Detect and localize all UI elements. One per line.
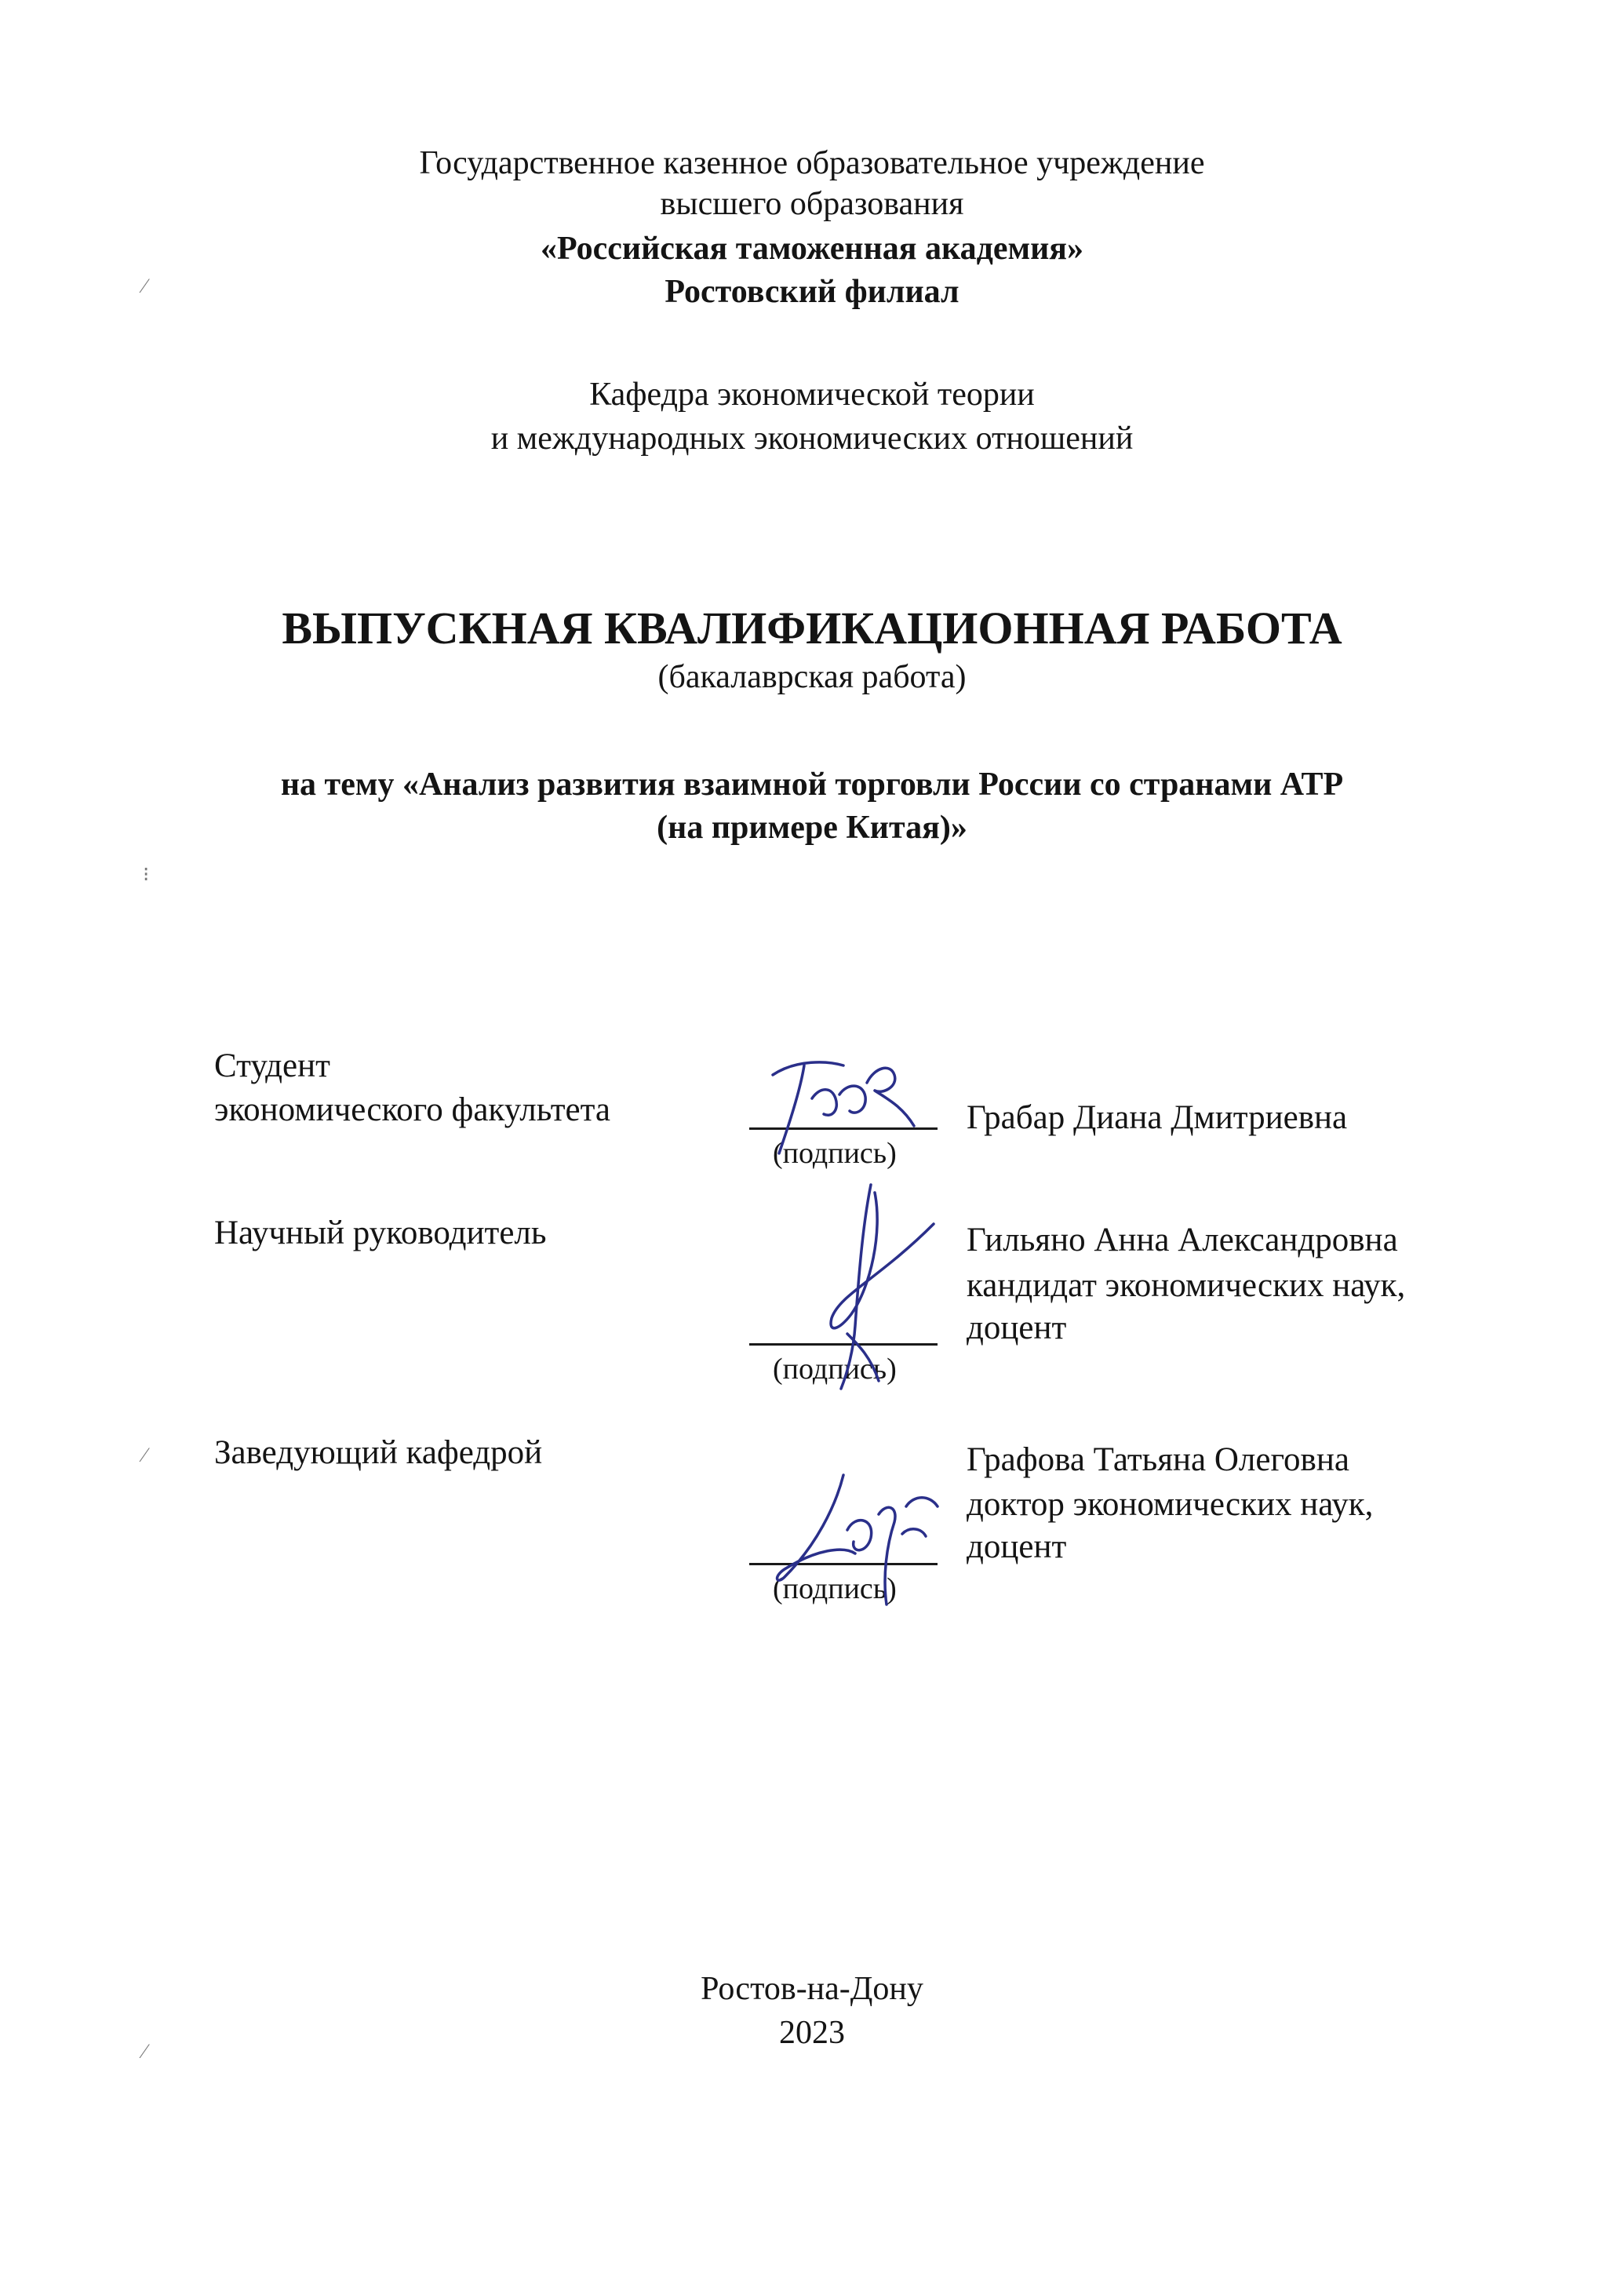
head-role: Заведующий кафедрой [214,1434,543,1471]
topic-line-2: (на примере Китая)» [657,810,967,846]
supervisor-signature-caption: (подпись) [773,1353,897,1386]
institution-line-1: Государственное казенное образовательное учреждение [419,145,1205,181]
head-name: Графова Татьяна Олеговна [967,1441,1349,1478]
head-rank: доцент [967,1528,1067,1565]
supervisor-rank: доцент [967,1309,1067,1346]
scan-mark: ⁄ [143,275,147,297]
scan-mark: ⁄ [143,2040,147,2063]
topic-line-1: на тему «Анализ развития взаимной торговли России со странами АТР [280,767,1344,803]
student-signature-caption: (подпись) [773,1137,897,1170]
department-line-1: Кафедра экономической теории [589,377,1035,413]
student-role-line-1: Студент [214,1047,330,1084]
footer-city: Ростов-на-Дону [701,1971,923,2007]
footer-year: 2023 [779,2015,845,2051]
head-signature-caption: (подпись) [773,1572,897,1605]
supervisor-name: Гильяно Анна Александровна [967,1222,1398,1258]
supervisor-role: Научный руководитель [214,1215,547,1251]
academy-name: «Российская таможенная академия» [540,231,1083,267]
institution-line-2: высшего образования [660,186,964,222]
scan-mark: ⁄ [143,1444,147,1466]
branch-name: Ростовский филиал [665,274,959,310]
head-degree: доктор экономических наук, [967,1486,1374,1523]
work-title: ВЫПУСКНАЯ КВАЛИФИКАЦИОННАЯ РАБОТА [282,603,1342,654]
head-signature [769,1459,949,1616]
student-role-line-2: экономического факультета [214,1091,611,1128]
student-name: Грабар Диана Дмитриевна [967,1099,1348,1136]
student-signature [757,1051,922,1161]
work-subtitle: (бакалаврская работа) [657,659,967,695]
supervisor-signature [785,1177,949,1397]
department-line-2: и международных экономических отношений [490,421,1134,457]
supervisor-degree: кандидат экономических наук, [967,1267,1406,1304]
scan-mark: ⁝ [143,863,150,886]
